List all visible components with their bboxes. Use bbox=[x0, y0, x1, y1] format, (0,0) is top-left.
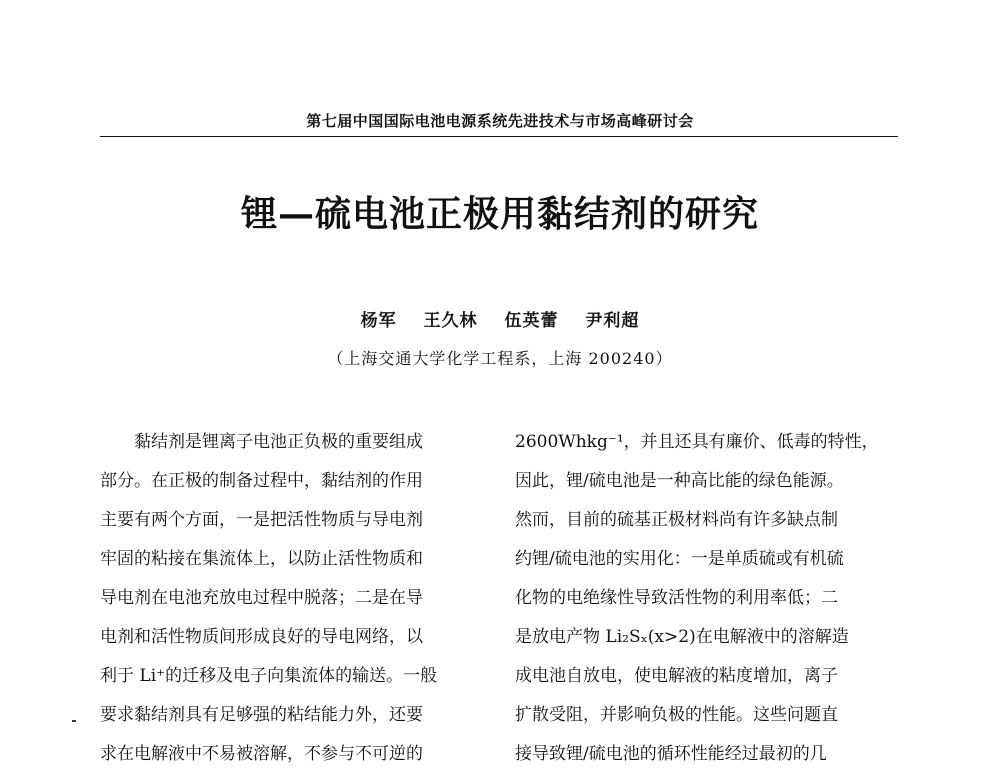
body-line: 黏结剂是锂离子电池正负极的重要组成 bbox=[100, 432, 423, 452]
body-line: 部分。在正极的制备过程中，黏结剂的作用 bbox=[100, 471, 423, 491]
body-line: 导电剂在电池充放电过程中脱落；二是在导 bbox=[100, 588, 423, 608]
body-line: 牢固的粘接在集流体上，以防止活性物质和 bbox=[100, 549, 423, 569]
author-name: 尹利超 bbox=[585, 311, 640, 331]
author-name: 杨军 bbox=[360, 311, 397, 331]
conference-header: 第七届中国国际电池电源系统先进技术与市场高峰研讨会 bbox=[306, 112, 694, 130]
body-line: 化物的电绝缘性导致活性物的利用率低；二 bbox=[515, 588, 838, 608]
body-line: 约锂/硫电池的实用化：一是单质硫或有机硫 bbox=[515, 549, 844, 569]
body-column-right bbox=[515, 423, 900, 774]
header-rule bbox=[100, 136, 898, 137]
body-line: 扩散受阻，并影响负极的性能。这些问题直 bbox=[515, 705, 838, 725]
body-line: 成电池自放电，使电解液的粘度增加，离子 bbox=[515, 666, 838, 686]
body-line: 求在电解液中不易被溶解，不参与不可逆的 bbox=[100, 744, 423, 764]
body-column-left bbox=[100, 423, 485, 774]
author-name: 王久林 bbox=[423, 311, 478, 331]
body-line: 因此，锂/硫电池是一种高比能的绿色能源。 bbox=[515, 471, 844, 491]
affiliation: （上海交通大学化学工程系，上海 200240） bbox=[327, 349, 673, 368]
paper-title: 锂—硫电池正极用黏结剂的研究 bbox=[240, 193, 759, 235]
body-line: 接导致锂/硫电池的循环性能经过最初的几 bbox=[515, 744, 827, 764]
author-name: 伍英蕾 bbox=[504, 311, 559, 331]
body-line: 2600Whkg⁻¹，并且还具有廉价、低毒的特性， bbox=[515, 432, 879, 452]
body-line: 利于 Li⁺的迁移及电子向集流体的输送。一般 bbox=[100, 666, 438, 686]
body-line: 然而，目前的硫基正极材料尚有许多缺点制 bbox=[515, 510, 838, 530]
body-line: 主要有两个方面，一是把活性物质与导电剂 bbox=[100, 510, 423, 530]
body-line: 是放电产物 Li₂Sₓ(x>2)在电解液中的溶解造 bbox=[515, 627, 849, 647]
scan-speck bbox=[72, 720, 76, 722]
body-line: 电剂和活性物质间形成良好的导电网络，以 bbox=[100, 627, 423, 647]
body-line: 要求黏结剂具有足够强的粘结能力外，还要 bbox=[100, 705, 423, 725]
author-list bbox=[0, 306, 1000, 331]
